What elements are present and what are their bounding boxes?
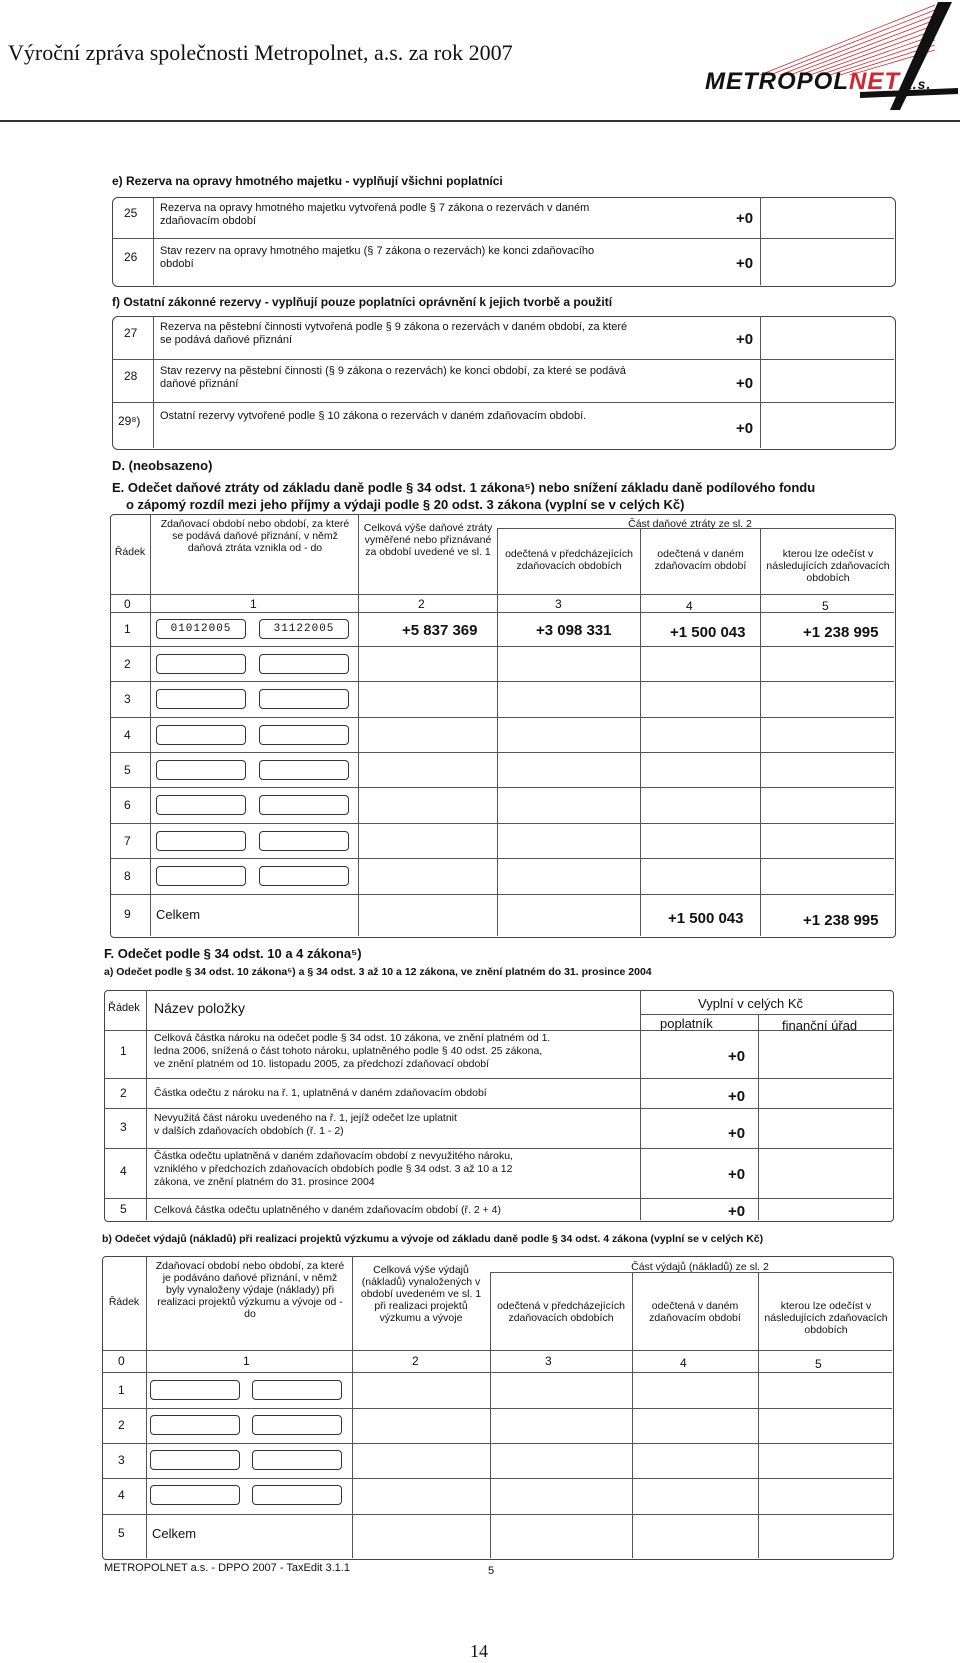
divider	[110, 752, 894, 753]
divider	[110, 594, 894, 595]
divider	[640, 990, 641, 1220]
row-number: 5	[124, 763, 131, 777]
row-number: 2	[118, 1418, 125, 1432]
divider	[112, 238, 894, 239]
date-to-field[interactable]	[252, 1485, 342, 1505]
header-divider	[0, 120, 960, 122]
divider	[110, 681, 894, 682]
date-from-field[interactable]	[150, 1380, 240, 1400]
divider	[110, 717, 894, 718]
row-label: Rezerva na pěstební činnosti vytvořená podle § 9 zákona o rezervách v daném období, za které se podává daňové přiznání	[160, 321, 628, 346]
col-number: 2	[412, 1354, 419, 1368]
deducted-current-value: +1 500 043	[670, 624, 746, 641]
row-number: 4	[124, 728, 131, 742]
col-header-4: odečtená v daném zdaňovacím období	[654, 548, 747, 572]
date-from-field[interactable]	[150, 1415, 240, 1435]
col-header-group: Část výdajů (nákladů) ze sl. 2	[631, 1261, 769, 1273]
row-label: Stav rezervy na pěstební činnosti (§ 9 zákona o rezervách) ke konci období, za které se podává daňové přiznání	[160, 365, 626, 390]
divider	[104, 1078, 892, 1079]
divider	[632, 1272, 633, 1558]
section-E-subtitle: o zápomý rozdíl mezi jeho příjmy a výdaji podle § 20 odst. 3 zákona (vyplní se v celých Kč)	[126, 497, 685, 512]
col-header-group: Vyplní v celých Kč	[698, 996, 804, 1011]
date-to-field[interactable]	[252, 1450, 342, 1470]
row-value: +0	[728, 1166, 746, 1183]
logo-wordmark: METROPOLNET a.s.	[705, 68, 932, 95]
col-header-radek: Řádek	[108, 1002, 140, 1014]
date-from-field[interactable]	[156, 760, 246, 780]
divider	[102, 1478, 892, 1479]
divider	[110, 823, 894, 824]
divider	[146, 990, 147, 1220]
divider	[146, 1256, 147, 1558]
divider	[112, 359, 894, 360]
col-number: 1	[243, 1354, 250, 1368]
report-title: Výroční zpráva společnosti Metropolnet, a.s. za rok 2007	[8, 40, 513, 65]
total-loss-value: +5 837 369	[402, 622, 478, 639]
row-label: Ostatní rezervy vytvořené podle § 10 zákona o rezervách v daném zdaňovacím období.	[160, 410, 587, 422]
row-number: 1	[124, 622, 131, 636]
row-value: +0	[736, 420, 754, 437]
row-value: +0	[736, 331, 754, 348]
date-from-field[interactable]	[150, 1450, 240, 1470]
date-to-field[interactable]	[259, 866, 349, 886]
divider	[758, 1014, 759, 1220]
col-header-poplatnik: poplatník	[660, 1016, 713, 1031]
row-value: +0	[736, 255, 754, 272]
divider	[102, 1372, 892, 1373]
date-to-field[interactable]	[259, 831, 349, 851]
row-number: 3	[118, 1453, 125, 1467]
divider	[110, 858, 894, 859]
col-number: 0	[118, 1354, 125, 1368]
row-label: Nevyužitá část nároku uvedeného na ř. 1, jejíž odečet lze uplatnit v dalších zdaňovacích obdobích (ř. 1 - 2)	[154, 1112, 457, 1137]
divider	[110, 612, 894, 613]
row-label: Částka odečtu uplatněná v daném zdaňovacím období z nevyužitého nároku, vzniklého v předchozích zdaňovacích obdobích podle § 34 odst. 3 až 10 a 12 zákona, ve znění platném do 31. prosince 2004	[154, 1150, 513, 1188]
col-header-3: odečtená v předcházejících zdaňovacích obdobích	[497, 1300, 625, 1324]
divider	[760, 316, 761, 448]
row-value: +0	[736, 375, 754, 392]
row-number: 9	[124, 907, 131, 921]
date-from-field[interactable]	[156, 654, 246, 674]
row-label: Stav rezerv na opravy hmotného majetku (§ 7 zákona o rezervách) ke konci zdaňovacího období	[160, 245, 595, 270]
date-to-field[interactable]	[259, 654, 349, 674]
date-from-field[interactable]: 01012005	[156, 619, 246, 639]
section-E-title: E. Odečet daňové ztráty od základu daně podle § 34 odst. 1 zákona⁵) nebo snížení základu daně podílového fondu	[112, 480, 816, 495]
form-footer: METROPOLNET a.s. - DPPO 2007 - TaxEdit 3.1.1	[104, 1562, 350, 1574]
divider	[640, 1014, 892, 1015]
col-number: 5	[822, 599, 829, 613]
row-number: 8	[124, 869, 131, 883]
row-number: 27	[124, 326, 138, 340]
row-number: 1	[118, 1383, 125, 1397]
total-deducted-current: +1 500 043	[668, 910, 744, 927]
col-header-2: Celková výše výdajů (nákladů) vynaložených v období uvedeném ve sl. 1 při realizaci projektů výzkumu a vývoje	[360, 1264, 482, 1324]
divider	[102, 1408, 892, 1409]
row-number: 2	[124, 657, 131, 671]
row-label: Rezerva na opravy hmotného majetku vytvořená podle § 7 zákona o rezervách v daném zdaňovacím období	[160, 202, 590, 227]
date-from-field[interactable]	[156, 795, 246, 815]
divider	[640, 528, 641, 936]
date-from-field[interactable]	[156, 689, 246, 709]
row-number: 5	[118, 1526, 125, 1540]
divider	[490, 1272, 491, 1558]
date-to-field[interactable]	[252, 1415, 342, 1435]
divider	[352, 1256, 353, 1558]
col-number: 2	[418, 597, 425, 611]
row-number: 26	[124, 250, 138, 264]
col-header-5: kterou lze odečíst v následujících zdaňovacích obdobích	[764, 1300, 888, 1336]
total-label: Celkem	[156, 907, 201, 922]
col-number: 0	[124, 597, 131, 611]
divider	[110, 787, 894, 788]
col-header-radek: Řádek	[108, 1296, 140, 1308]
col-header-urad: finanční úřad	[782, 1018, 858, 1033]
metropolnet-logo	[700, 0, 960, 115]
page-number: 14	[470, 1641, 488, 1661]
col-number: 5	[815, 1357, 822, 1371]
date-to-field[interactable]	[259, 689, 349, 709]
date-from-field[interactable]	[156, 725, 246, 745]
col-header-2: Celková výše daňové ztráty vyměřené nebo přiznávané za období uvedené ve sl. 1	[363, 522, 493, 558]
col-header-4: odečtená v daném zdaňovacím období	[649, 1300, 741, 1324]
divider	[104, 1198, 892, 1199]
col-header-1: Zdaňovací období nebo období, za které se podává daňové přiznání, v němž daňová ztráta vznikla od - do	[160, 518, 350, 554]
deducted-prior-value: +3 098 331	[536, 622, 612, 639]
form-page-number: 5	[488, 1565, 495, 1577]
divider	[760, 528, 761, 936]
date-to-field[interactable]	[252, 1380, 342, 1400]
row-value: +0	[728, 1088, 746, 1105]
col-number: 1	[250, 597, 257, 611]
divider	[102, 1514, 892, 1515]
divider	[153, 316, 154, 448]
col-number: 3	[545, 1354, 552, 1368]
row-label: Celková částka odečtu uplatněného v daném zdaňovacím období (ř. 2 + 4)	[154, 1204, 502, 1216]
divider	[153, 197, 154, 285]
date-to-field[interactable]: 31122005	[259, 619, 349, 639]
date-to-field[interactable]	[259, 795, 349, 815]
divider	[102, 1443, 892, 1444]
divider	[758, 1272, 759, 1558]
divider	[358, 514, 359, 936]
col-header-group: Část daňové ztráty ze sl. 2	[628, 518, 752, 530]
col-header-1: Zdaňovací období nebo období, za které je podáváno daňové přiznání, v němž byly vynaloženy výdaje (náklady) při realizaci projektů výzkumu a vývoje od - do	[155, 1260, 345, 1320]
row-number: 7	[124, 834, 131, 848]
divider	[112, 402, 894, 403]
divider	[104, 1030, 892, 1031]
col-number: 3	[555, 597, 562, 611]
col-number: 4	[680, 1356, 687, 1370]
col-header-name: Název položky	[154, 1000, 246, 1016]
section-f-title: f) Ostatní zákonné rezervy - vyplňují pouze poplatníci oprávnění k jejich tvorbě a použití	[112, 295, 613, 309]
date-to-field[interactable]	[259, 725, 349, 745]
divider	[104, 1108, 892, 1109]
row-number: 25	[124, 206, 138, 220]
row-value: +0	[736, 210, 754, 227]
divider	[150, 514, 151, 936]
col-number: 4	[686, 599, 693, 613]
row-value: +0	[728, 1125, 746, 1142]
col-header-3: odečtená v předcházejících zdaňovacích obdobích	[505, 548, 633, 572]
divider	[760, 197, 761, 285]
row-number: 29⁸)	[118, 414, 141, 428]
col-header-5: kterou lze odečíst v následujících zdaňovacích obdobích	[766, 548, 890, 584]
section-F-sub-a: a) Odečet podle § 34 odst. 10 zákona⁵) a § 34 odst. 3 až 10 a 12 zákona, ve znění platném do 31. prosince 2004	[104, 966, 652, 978]
row-number: 2	[120, 1086, 127, 1100]
row-number: 4	[118, 1488, 125, 1502]
row-number: 5	[120, 1202, 127, 1216]
divider	[497, 528, 498, 936]
deductible-future-value: +1 238 995	[803, 624, 879, 641]
row-number: 28	[124, 369, 138, 383]
row-number: 4	[120, 1164, 127, 1178]
section-F-title: F. Odečet podle § 34 odst. 10 a 4 zákona⁵)	[104, 946, 362, 961]
date-to-field[interactable]	[259, 760, 349, 780]
row-value: +0	[728, 1203, 746, 1220]
row-label: Celková částka nároku na odečet podle § 34 odst. 10 zákona, ve znění platném od 1. ledna 2006, snížená o část tohoto nároku, uplatněného podle § 40 odst. 25 zákona, ve znění platném od 10. listopadu 2005, za předchozí zdaňovací období	[154, 1032, 551, 1070]
row-value: +0	[728, 1048, 746, 1065]
section-F-sub-b: b) Odečet výdajů (nákladů) při realizaci projektů výzkumu a vývoje od základu daně podle § 34 odst. 4 zákona (vyplní se v celých Kč)	[102, 1233, 764, 1245]
total-deductible-future: +1 238 995	[803, 912, 879, 929]
date-from-field[interactable]	[156, 866, 246, 886]
row-number: 3	[124, 692, 131, 706]
row-number: 1	[120, 1044, 127, 1058]
divider	[110, 894, 894, 895]
section-e-title: e) Rezerva na opravy hmotného majetku - vyplňují všichni poplatníci	[112, 174, 503, 188]
row-number: 6	[124, 798, 131, 812]
total-label: Celkem	[152, 1526, 197, 1541]
section-d-title: D. (neobsazeno)	[112, 458, 213, 473]
date-from-field[interactable]	[156, 831, 246, 851]
row-label: Částka odečtu z nároku na ř. 1, uplatněná v daném zdaňovacím období	[154, 1087, 487, 1099]
divider	[110, 646, 894, 647]
divider	[104, 1148, 892, 1149]
divider	[102, 1350, 892, 1351]
row-number: 3	[120, 1120, 127, 1134]
date-from-field[interactable]	[150, 1485, 240, 1505]
col-header-radek: Řádek	[114, 546, 146, 558]
